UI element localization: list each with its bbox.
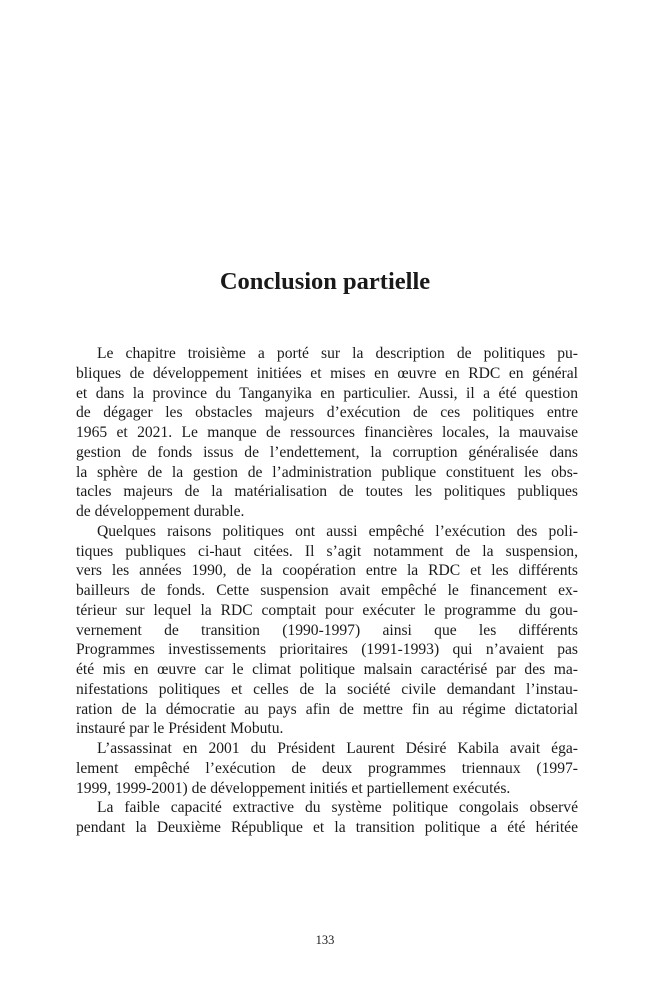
text-line: 1999, 1999-2001) de développement initiés et partiellement exécutés.	[76, 779, 511, 797]
paragraph	[76, 344, 578, 522]
text-line: 1965 et 2021. Le manque de ressources financières locales, la mauvaise	[76, 424, 578, 441]
text-line: de développement durable.	[76, 503, 245, 520]
text-line: et dans la province du Tanganyika en particulier. Aussi, il a été question	[76, 384, 578, 402]
text-line: ration de la démocratie au pays afin de mettre fin au régime dictatorial	[76, 700, 578, 718]
text-line: vers les années 1990, de la coopération entre la RDC et les différents	[76, 562, 578, 580]
text-line: L’assassinat en 2001 du Président Laurent Désiré Kabila avait éga-	[97, 740, 578, 757]
page-number: 133	[315, 933, 335, 947]
text-line: instauré par le Président Mobutu.	[76, 720, 284, 738]
text-line: pendant la Deuxième République et la transition politique a été héritée	[76, 819, 578, 836]
text-line: bailleurs de fonds. Cette suspension avait empêché le financement ex-	[76, 582, 578, 599]
text-line: La faible capacité extractive du système politique congolais observé	[97, 799, 578, 817]
text-line: tacles majeurs de la matérialisation de toutes les politiques publiques	[76, 483, 578, 501]
section-title: Conclusion partielle	[219, 268, 431, 295]
text-line: lement empêché l’exécution de deux programmes triennaux (1997-	[76, 759, 578, 777]
text-line: nifestations politiques et celles de la société civile demandant l’instau-	[76, 680, 578, 698]
paragraph	[76, 522, 578, 739]
text-line: gestion de fonds issus de l’endettement, la corruption généralisée dans	[76, 443, 578, 461]
paragraph	[76, 798, 578, 838]
text-line: tiques publiques ci-haut citées. Il s’agit notamment de la suspension,	[76, 542, 578, 560]
body-text	[76, 344, 578, 838]
text-line: bliques de développement initiées et mises en œuvre en RDC en général	[76, 364, 578, 382]
text-line: Le chapitre troisième a porté sur la description de politiques pu-	[97, 345, 578, 362]
text-line: vernement de transition (1990-1997) ainsi que les différents	[76, 621, 578, 639]
text-line: été mis en œuvre car le climat politique malsain caractérisé par des ma-	[76, 661, 578, 678]
paragraph	[76, 739, 578, 798]
text-line: Programmes investissements prioritaires (1991-1993) qui n’avaient pas	[76, 641, 578, 659]
text-line: Quelques raisons politiques ont aussi empêché l’exécution des poli-	[97, 522, 578, 540]
text-line: térieur sur lequel la RDC comptait pour exécuter le programme du gou-	[76, 601, 578, 619]
text-line: de dégager les obstacles majeurs d’exécution de ces politiques entre	[76, 404, 578, 422]
text-line: la sphère de la gestion de l’administration publique constituent les obs-	[76, 463, 578, 481]
